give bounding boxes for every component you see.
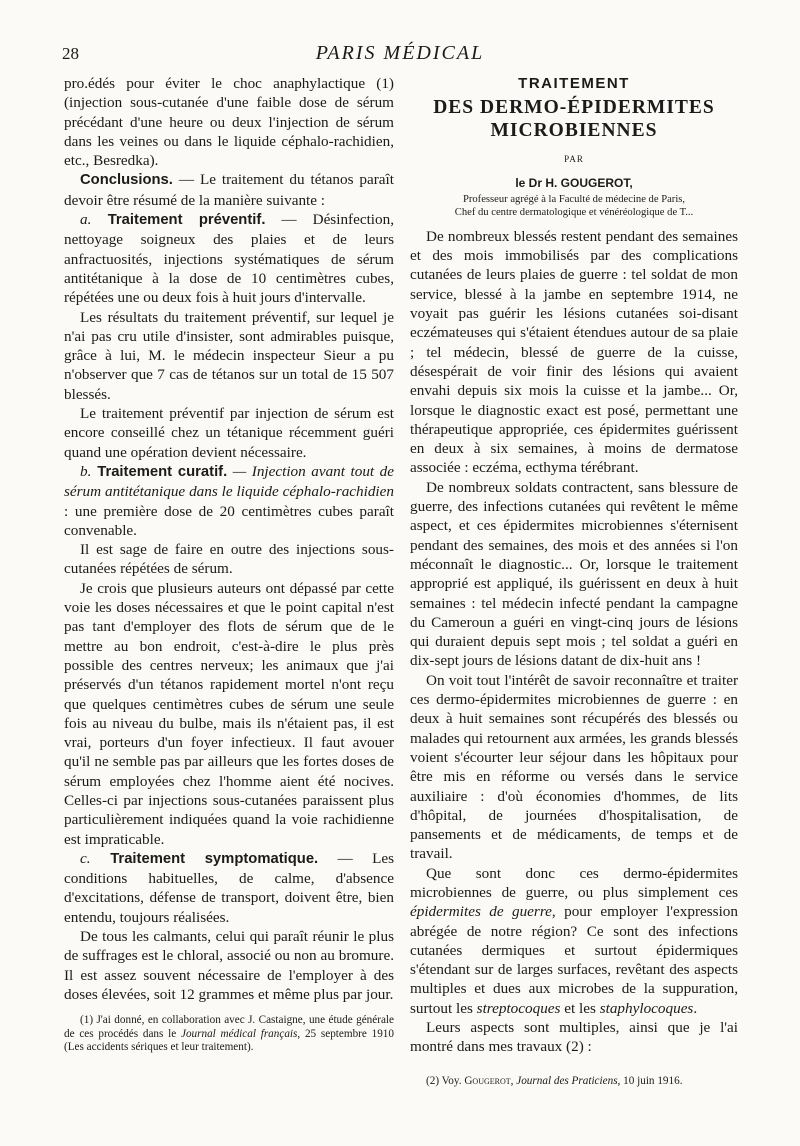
conclusions-heading: Conclusions. <box>80 172 173 189</box>
author: le Dr H. GOUGEROT, <box>515 175 633 190</box>
affiliation: Chef du centre dermatologique et vénéréologique de T... <box>454 206 694 218</box>
footnote-text: , <box>510 1074 517 1087</box>
footnote-text: (2) Voy. <box>426 1074 465 1087</box>
footnote-text: , 25 septembre 1910 (Les accidents sériques et leur traitement). <box>64 1027 394 1054</box>
preventive-heading: Traitement préventif. <box>91 212 266 229</box>
paragraph: Je crois que plusieurs auteurs ont dépassé par cette voie les doses nécessaires et que le point capital n'est pas tant d'employer des flots de sérum que de le mettre au bon endroit, c'est-à-dire le plus près possible des centres nerveux; les animaux que j'ai préservés d'un tétanos rapidement mortel n'ont reçu que quelques centimètres cubes de sérum une seule fois au niveau du bulbe, mais ils n'étaient pas, il est vrai, porteurs d'un foyer infectieux. Il faut avouer qu'il ne semble pas par ailleurs que les fortes doses de sérum employées chez l'homme aient été nocives. Celles-ci par injections sous-cutanées paraissent plus particulièrement indiquées quand la voie rachidienne est impraticable. <box>64 579 394 848</box>
item-letter: a. <box>80 211 92 229</box>
paragraph: Le traitement préventif par injection de sérum est encore conseillé chez un tétanique récemment guéri quand une opération devient nécessaire. <box>64 405 394 461</box>
text-run: . <box>693 999 698 1017</box>
right-column <box>410 74 738 1088</box>
italic-run: épidermites de guerre <box>410 903 552 921</box>
paragraph: Il est sage de faire en outre des injections sous-cutanées répétées de sérum. <box>64 541 394 578</box>
footnote <box>64 1014 394 1054</box>
italic-run: staphylocoques <box>599 999 694 1017</box>
paragraph-curative <box>64 462 394 540</box>
preventive-text: — Désinfection, nettoyage soigneux des plaies et de leurs anfractuosités, injections systématiques de sérum antitétanique à la dose de 10 centimètres cubes, répétées une ou deux fois à huit jours d'intervalle. <box>64 211 394 307</box>
article-title-block <box>410 74 738 219</box>
byline-par: PAR <box>564 154 584 165</box>
curative-italic: — Injection avant tout de sérum antitétanique dans le liquide céphalo-rachidien <box>64 462 394 501</box>
item-letter: c. <box>80 849 91 867</box>
footnote-author: Gougerot <box>464 1074 511 1087</box>
footnote-text: (1) J'ai donné, en collaboration avec J. Castaigne, une étude générale de ces procédés dans le <box>64 1014 394 1040</box>
footnote-journal: Journal des Praticiens <box>516 1074 618 1087</box>
affiliation: Professeur agrégé à la Faculté de médecine de Paris, <box>462 193 686 205</box>
footnote-journal: Journal médical français <box>180 1027 298 1040</box>
page-number: 28 <box>62 44 79 63</box>
footnote <box>410 1075 738 1088</box>
paragraph: Les résultats du traitement préventif, sur lequel je n'ai pas cru utile d'insister, sont admirables puisque, grâce à lui, M. le médecin inspecteur Sieur a pu n'observer que 7 cas de tétanos sur un total de 15 507 blessés. <box>64 308 394 403</box>
conclusions-text: — Le traitement du tétanos paraît devoir être résumé de la manière suivante : <box>64 171 394 209</box>
footnote-text: , 10 juin 1916. <box>617 1074 683 1087</box>
paragraph <box>410 864 738 1018</box>
article-title-line: DES DERMO-ÉPIDERMITES <box>433 97 715 119</box>
article-title-line: TRAITEMENT <box>518 75 630 92</box>
paragraph: De nombreux soldats contractent, sans blessure de guerre, des infections cutanées qui revêtent le même aspect, et ces épidermites microbiennes s'éternisent pendant des semaines, des mois et des années si l'on méconnaît le diagnostic... Or, lorsque le traitement approprié est appliqué, ils guérissent en deux à huit semaines : tel médecin infecté pendant la campagne du Cameroun a guéri en vingt-cinq jours de lésions qui duraient depuis sept mois ; tel soldat a guéri en dix-sept jours de lésions datant de dix-huit ans ! <box>410 478 738 670</box>
paragraph-preventive <box>64 210 394 307</box>
article-title-line: MICROBIENNES <box>490 120 658 142</box>
paragraph: On voit tout l'intérêt de savoir reconnaître et traiter ces dermo-épidermites microbiennes de guerre : en deux à huit semaines sont récupérés des blessés ou malades qui retournent aux armées, les grands blessés voient s'écourter leur séjour dans les hôpitaux pour être mis en réforme ou versés dans le service auxiliaire : d'où économies d'hommes, de lits d'hôpital, de journées d'hospitalisation, de pansements et de médicaments, de temps et de travail. <box>410 671 738 863</box>
symptomatic-heading: Traitement symptomatique. <box>90 850 319 867</box>
paragraph-symptomatic <box>64 849 394 927</box>
paragraph: Leurs aspects sont multiples, ainsi que je l'ai montré dans mes travaux (2) : <box>410 1019 738 1056</box>
item-letter: b. <box>80 462 92 480</box>
text-run: , pour employer l'expression abrégée de notre région? Ce sont des infections cutanées dermiques et surtout épidermiques s'étendant sur de larges surfaces, revêtant des aspects multiples et dues aux microbes de la suppuration, surtout les <box>410 903 738 1017</box>
symptomatic-text: — Les conditions habituelles, de calme, d'absence d'excitations, défense de transport, doivent être, bien entendu, toujours réalisées. <box>64 849 394 926</box>
text-run: Que sont donc ces dermo-épidermites microbiennes de guerre, ou plus simplement ces <box>410 864 738 901</box>
curative-text: : une première dose de 20 centimètres cubes paraît convenable. <box>64 502 394 539</box>
italic-run: streptocoques <box>476 999 561 1017</box>
paragraph-conclusions <box>64 170 394 210</box>
curative-heading: Traitement curatif. <box>91 463 228 480</box>
left-column <box>64 74 394 1054</box>
text-run: et les <box>560 999 600 1017</box>
paragraph: De nombreux blessés restent pendant des semaines et des mois immobilisés par des complications cutanées de leurs plaies de guerre : tel soldat de mon service, blessé à la jambe en septembre 1914, ne voyait pas guérir les lésions cutanées soi-disant eczémateuses qui s'étaient étendues autour de sa plaie ; tel médecin, blessé de guerre de la cuisse, désespérait de voir finir des lésions qui avaient envahi depuis six mois la cuisse et la jambe... Or, lorsque le diagnostic exact est posé, permettant une thérapeutique appropriée, ces épidermites guérissent en deux à six semaines, à moins de dermatose associée : eczéma, ecthyma térébrant. <box>410 227 738 477</box>
paragraph: pro.édés pour éviter le choc anaphylactique (1) (injection sous-cutanée d'une faible dose de sérum précédant d'une heure ou deux l'injection de sérum dans les veines ou dans le liquide céphalo-rachidien, etc., Besredka). <box>64 75 394 170</box>
paragraph: De tous les calmants, celui qui paraît réunir le plus de suffrages est le chloral, associé ou non au bromure. Il est assez souvent nécessaire de l'employer à des doses élevées, soit 12 grammes et même plus par jour. <box>64 928 394 1003</box>
running-head: PARIS MÉDICAL <box>315 42 485 64</box>
